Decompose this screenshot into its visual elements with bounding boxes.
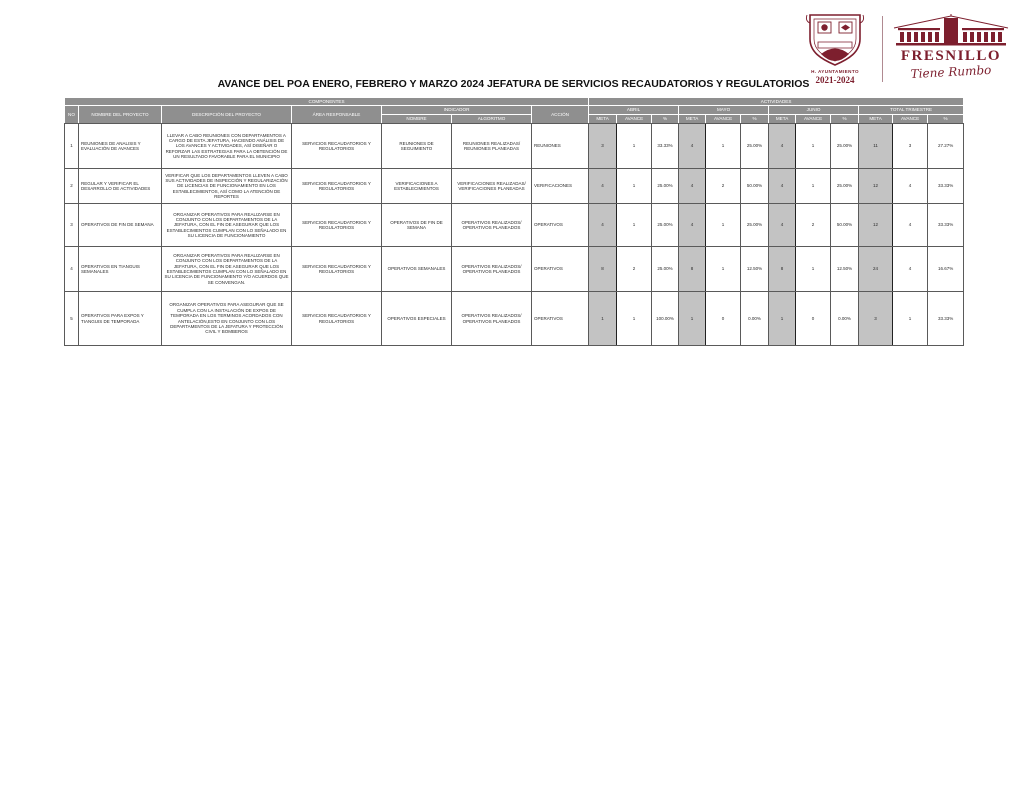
col-header-area: ÁREA RESPONSABLE	[292, 106, 382, 124]
cell-meta-abril: 4	[589, 169, 617, 204]
col-header-meta-mayo: META	[679, 115, 706, 124]
col-header-accion: ACCIÓN	[532, 106, 589, 124]
cell-meta-total: 3	[859, 292, 893, 346]
cell-area: SERVICIOS RECAUDATORIOS Y REGULATORIOS	[292, 292, 382, 346]
cell-avance-total: 4	[893, 169, 928, 204]
cell-avance-total: 1	[893, 292, 928, 346]
cell-avance-junio: 0	[796, 292, 831, 346]
cell-indicador-nombre: OPERATIVOS SEMANALES	[382, 247, 452, 292]
cell-avance-junio: 1	[796, 124, 831, 169]
cell-avance-total: 3	[893, 124, 928, 169]
cell-indicador-algoritmo: REUNIONES REALIZADAS/ REUNIONES PLANEADAS	[452, 124, 532, 169]
col-header-pct-abril: %	[652, 115, 679, 124]
cell-pct-junio: 50.00%	[831, 204, 859, 247]
cell-avance-mayo: 0	[706, 292, 741, 346]
cell-pct-total: 16.67%	[928, 247, 964, 292]
col-header-pct-total: %	[928, 115, 964, 124]
cell-avance-abril: 1	[617, 124, 652, 169]
cell-avance-abril: 1	[617, 204, 652, 247]
cell-meta-junio: 4	[769, 124, 796, 169]
cell-avance-mayo: 1	[706, 204, 741, 247]
cell-indicador-nombre: OPERATIVOS ESPECIALES	[382, 292, 452, 346]
group-header-componentes: COMPONENTES	[65, 98, 589, 106]
cell-area: SERVICIOS RECAUDATORIOS Y REGULATORIOS	[292, 204, 382, 247]
cell-meta-junio: 8	[769, 247, 796, 292]
table-row	[65, 292, 964, 346]
cell-meta-abril: 3	[589, 124, 617, 169]
cell-no: 5	[65, 292, 79, 346]
cell-avance-mayo: 1	[706, 124, 741, 169]
cell-pct-mayo: 25.00%	[741, 204, 769, 247]
col-header-nombre-proyecto: NOMBRE DEL PROYECTO	[79, 106, 162, 124]
cell-no: 2	[65, 169, 79, 204]
cell-meta-junio: 1	[769, 292, 796, 346]
col-header-meta-junio: META	[769, 115, 796, 124]
col-header-pct-mayo: %	[741, 115, 769, 124]
col-header-indicador: INDICADOR	[382, 106, 532, 115]
crest-years: 2021-2024	[815, 75, 855, 85]
table-row	[65, 124, 964, 169]
cell-accion: OPERATIVOS	[532, 292, 589, 346]
col-header-junio: JUNIO	[769, 106, 859, 115]
cell-pct-mayo: 0.00%	[741, 292, 769, 346]
cell-no: 1	[65, 124, 79, 169]
cell-nombre-proyecto: REUNIONES DE ANALISIS Y EVALUACIÓN DE AVANCES	[79, 124, 162, 169]
cell-indicador-nombre: OPERATIVOS DE FIN DE SEMANA	[382, 204, 452, 247]
cell-pct-mayo: 50.00%	[741, 169, 769, 204]
cell-nombre-proyecto: OPERATIVOS PARA EXPOS Y TIANGUIS DE TEMPORADA	[79, 292, 162, 346]
cell-descripcion: VERIFICAR QUE LOS DEPARTAMENTOS LLEVEN A CABO SUS ACTIVIDADES DE INSPECCIÓN Y REGULARIZACIÓN DE LICENCIAS DE FUNCIONAMIENTO EN LOS ESTABLECIMIENTOS, ASÍ COMO LA ATENCIÓN DE REPORTES	[162, 169, 292, 204]
cell-descripcion: LLEVAR A CABO REUNIONES CON DEPARTAMENTOS A CARGO DE ESTA JEFATURA, HACIENDO ANÁLISIS DE LOS AVANCES Y ACTIVIDADES, ASÍ DISEÑAR O REFORZAR LAS ESTRATEGIAS PARA LA OBTENCIÓN DE UN RESULTADO FAVORABLE PARA EL MUNICIPIO	[162, 124, 292, 169]
col-header-meta-total: META	[859, 115, 893, 124]
poa-progress-table	[64, 97, 964, 346]
cell-indicador-algoritmo: OPERATIVOS REALIZADOS/ OPERATIVOS PLANEADOS	[452, 247, 532, 292]
cell-indicador-algoritmo: OPERATIVOS REALIZADOS/ OPERATIVOS PLANEADOS	[452, 292, 532, 346]
cell-meta-mayo: 4	[679, 124, 706, 169]
col-header-avance-abril: AVANCE	[617, 115, 652, 124]
cell-pct-junio: 25.00%	[831, 124, 859, 169]
cell-meta-junio: 4	[769, 169, 796, 204]
fresnillo-monument-icon	[892, 14, 1010, 48]
brand-tagline: Tiene Rumbo	[910, 62, 992, 82]
col-header-no: NO	[65, 106, 79, 124]
cell-pct-junio: 12.50%	[831, 247, 859, 292]
cell-indicador-nombre: VERIFICACIONES A ESTABLECIMIENTOS	[382, 169, 452, 204]
cell-meta-mayo: 4	[679, 204, 706, 247]
cell-pct-abril: 100.00%	[652, 292, 679, 346]
cell-meta-junio: 4	[769, 204, 796, 247]
cell-no: 3	[65, 204, 79, 247]
cell-meta-mayo: 4	[679, 169, 706, 204]
page-title: AVANCE DEL POA ENERO, FEBRERO Y MARZO 2024 JEFATURA DE SERVICIOS RECAUDATORIOS Y REGULATORIOS	[217, 78, 810, 90]
cell-avance-junio: 1	[796, 247, 831, 292]
cell-avance-abril: 1	[617, 169, 652, 204]
group-header-actividades: ACTIVIDADES	[589, 98, 964, 106]
cell-avance-junio: 2	[796, 204, 831, 247]
cell-meta-abril: 1	[589, 292, 617, 346]
col-header-indicador-nombre: NOMBRE	[382, 115, 452, 124]
cell-accion: OPERATIVOS	[532, 247, 589, 292]
col-header-indicador-algoritmo: ALGORITMO	[452, 115, 532, 124]
cell-pct-abril: 25.00%	[652, 169, 679, 204]
municipal-crest-icon	[804, 12, 866, 68]
cell-meta-abril: 8	[589, 247, 617, 292]
cell-avance-total: 4	[893, 247, 928, 292]
cell-no: 4	[65, 247, 79, 292]
cell-nombre-proyecto: OPERATIVOS EN TIANGUIS SEMANALES	[79, 247, 162, 292]
cell-pct-total: 33.33%	[928, 204, 964, 247]
col-header-mayo: MAYO	[679, 106, 769, 115]
col-header-avance-junio: AVANCE	[796, 115, 831, 124]
col-header-meta-abril: META	[589, 115, 617, 124]
cell-pct-total: 27.27%	[928, 124, 964, 169]
cell-meta-total: 11	[859, 124, 893, 169]
cell-pct-abril: 25.00%	[652, 204, 679, 247]
table-row	[65, 169, 964, 204]
col-header-avance-total: AVANCE	[893, 115, 928, 124]
cell-avance-abril: 1	[617, 292, 652, 346]
cell-pct-abril: 25.00%	[652, 247, 679, 292]
cell-meta-total: 24	[859, 247, 893, 292]
cell-descripcion: ORGANIZAR OPERATIVOS PARA ASEGURAR QUE SE CUMPLA CON LA INSTALACIÓN DE EXPOS DE TEMPORADA EN LOS TERMINOS ACORDADOS CON ANTELACIÓN,ESTO EN CONJUNTO CON LOS DEPARTAMENTOS DE LA JEFATURA Y PROTECCIÓN CIVIL Y BOMBEROS	[162, 292, 292, 346]
cell-meta-abril: 4	[589, 204, 617, 247]
cell-accion: VERIFICACIONES	[532, 169, 589, 204]
cell-pct-junio: 0.00%	[831, 292, 859, 346]
cell-indicador-algoritmo: OPERATIVOS REALIZADOS/ OPERATIVOS PLANEADOS	[452, 204, 532, 247]
col-header-avance-mayo: AVANCE	[706, 115, 741, 124]
cell-pct-junio: 25.00%	[831, 169, 859, 204]
table-row	[65, 204, 964, 247]
brand-name: FRESNILLO	[900, 48, 1002, 64]
cell-avance-junio: 1	[796, 169, 831, 204]
cell-pct-total: 33.33%	[928, 292, 964, 346]
cell-descripcion: ORGANIZAR OPERATIVOS PARA REALIZARSE EN CONJUNTO CON LOS DEPARTAMENTOS DE LA JEFATURA, CON EL FIN DE ASEGURAR QUE LOS ESTABLECIMIENTOS CUMPLAN CON LO SEÑALADO EN SU LICENCIA DE FUNCIONAMIENTO	[162, 204, 292, 247]
cell-area: SERVICIOS RECAUDATORIOS Y REGULATORIOS	[292, 124, 382, 169]
cell-avance-abril: 2	[617, 247, 652, 292]
cell-accion: REUNIONES	[532, 124, 589, 169]
cell-pct-abril: 33.33%	[652, 124, 679, 169]
cell-nombre-proyecto: REGULAR Y VERIFICAR EL DESARROLLO DE ACTIVIDADES	[79, 169, 162, 204]
table-row	[65, 247, 964, 292]
cell-area: SERVICIOS RECAUDATORIOS Y REGULATORIOS	[292, 169, 382, 204]
cell-indicador-nombre: REUNIONES DE SEGUIMIENTO	[382, 124, 452, 169]
cell-avance-mayo: 1	[706, 247, 741, 292]
crest-caption: H. AYUNTAMIENTO	[811, 69, 859, 74]
brand-divider	[882, 16, 883, 82]
cell-meta-total: 12	[859, 169, 893, 204]
cell-indicador-algoritmo: VERIFICACIONES REALIZADAS/ VERIFICACIONES PLANEADAS	[452, 169, 532, 204]
cell-meta-mayo: 8	[679, 247, 706, 292]
cell-accion: OPERATIVOS	[532, 204, 589, 247]
cell-meta-total: 12	[859, 204, 893, 247]
col-header-pct-junio: %	[831, 115, 859, 124]
cell-meta-mayo: 1	[679, 292, 706, 346]
cell-avance-mayo: 2	[706, 169, 741, 204]
col-header-abril: ABRIL	[589, 106, 679, 115]
cell-avance-total: 4	[893, 204, 928, 247]
cell-descripcion: ORGANIZAR OPERATIVOS PARA REALIZARSE EN CONJUNTO CON LOS DEPARTAMENTOS DE LA JEFATURA, CON EL FIN DE ASEGURAR QUE LOS ESTABLECIMIENTOS CUMPLAN CON LO SEÑALADO EN SU LICENCIA DE FUNCIONAMIENTO Y/O ACUERDOS QUE SE CONVENGAN.	[162, 247, 292, 292]
cell-pct-mayo: 25.00%	[741, 124, 769, 169]
cell-pct-total: 33.33%	[928, 169, 964, 204]
cell-area: SERVICIOS RECAUDATORIOS Y REGULATORIOS	[292, 247, 382, 292]
col-header-descripcion: DESCRIPCIÓN DEL PROYECTO	[162, 106, 292, 124]
cell-nombre-proyecto: OPERATIVOS DE FIN DE SEMANA	[79, 204, 162, 247]
col-header-total-trimestre: TOTAL TRIMESTRE	[859, 106, 964, 115]
cell-pct-mayo: 12.50%	[741, 247, 769, 292]
